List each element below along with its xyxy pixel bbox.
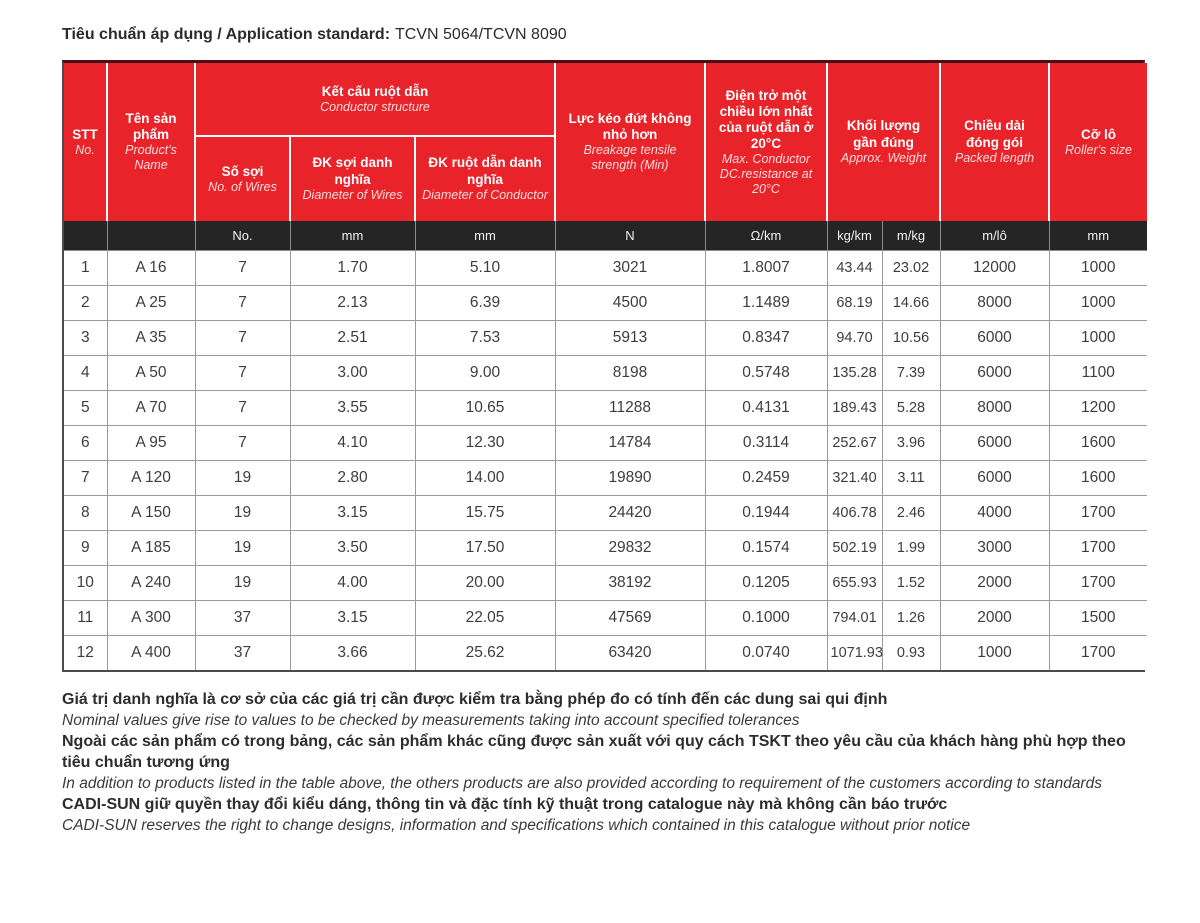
table-cell: 502.19 [827, 530, 882, 565]
table-cell: 135.28 [827, 355, 882, 390]
table-cell: 0.8347 [705, 320, 827, 355]
table-cell: 6000 [940, 425, 1049, 460]
table-cell: 3.50 [290, 530, 415, 565]
col-header-tensile-strength-en: Breakage tensile strength (Min) [583, 143, 677, 173]
table-cell: 1600 [1049, 460, 1147, 495]
table-cell: 3.15 [290, 495, 415, 530]
col-header-stt-vi: STT [72, 126, 98, 142]
table-cell: 655.93 [827, 565, 882, 600]
table-cell: 1.70 [290, 250, 415, 285]
table-cell: 1.8007 [705, 250, 827, 285]
table-cell: 1000 [1049, 250, 1147, 285]
table-cell: 1100 [1049, 355, 1147, 390]
col-header-no-of-wires [195, 136, 290, 221]
table-cell: 6.39 [415, 285, 555, 320]
table-cell: 19 [195, 495, 290, 530]
table-cell: 47569 [555, 600, 705, 635]
table-cell: 3.55 [290, 390, 415, 425]
table-row [64, 285, 1147, 320]
table-cell: 22.05 [415, 600, 555, 635]
table-cell: 0.5748 [705, 355, 827, 390]
col-header-product-name [107, 63, 195, 221]
col-header-no-of-wires-vi: Số sợi [221, 163, 264, 179]
table-cell: 25.62 [415, 635, 555, 670]
table-cell: 37 [195, 600, 290, 635]
table-cell: 4.10 [290, 425, 415, 460]
table-cell: 1600 [1049, 425, 1147, 460]
table-cell: 68.19 [827, 285, 882, 320]
table-cell: 7.53 [415, 320, 555, 355]
application-standard-label: Tiêu chuẩn áp dụng / Application standard: [62, 26, 391, 43]
table-cell: 794.01 [827, 600, 882, 635]
table-cell: A 35 [107, 320, 195, 355]
table-cell: 1 [64, 250, 107, 285]
col-header-packed-length-en: Packed length [954, 150, 1035, 165]
table-cell: 3021 [555, 250, 705, 285]
table-cell: 0.3114 [705, 425, 827, 460]
table-cell: 24420 [555, 495, 705, 530]
table-cell: 189.43 [827, 390, 882, 425]
table-cell: 6000 [940, 320, 1049, 355]
table-row [64, 530, 1147, 565]
table-cell: 12 [64, 635, 107, 670]
table-cell: 3.15 [290, 600, 415, 635]
table-cell: 9 [64, 530, 107, 565]
col-header-conductor-structure-en: Conductor structure [320, 99, 430, 114]
spec-table-head [64, 63, 1147, 250]
table-row [64, 635, 1147, 670]
table-cell: 38192 [555, 565, 705, 600]
table-cell: 6000 [940, 460, 1049, 495]
table-cell: 1.1489 [705, 285, 827, 320]
table-cell: 1700 [1049, 495, 1147, 530]
col-header-roller-size-en: Roller's size [1065, 142, 1133, 157]
table-cell: 17.50 [415, 530, 555, 565]
col-header-packed-length-vi: Chiều dài đóng gói [964, 118, 1025, 150]
table-cell: 19 [195, 565, 290, 600]
table-cell: 7 [195, 390, 290, 425]
table-cell: 1000 [940, 635, 1049, 670]
col-header-approx-weight-vi: Khối lượng gần đúng [846, 118, 921, 150]
table-cell: 7 [195, 320, 290, 355]
table-row [64, 600, 1147, 635]
table-cell: 406.78 [827, 495, 882, 530]
table-cell: 63420 [555, 635, 705, 670]
col-header-conductor-structure-vi: Kết cấu ruột dẫn [321, 83, 429, 99]
table-cell: 1700 [1049, 530, 1147, 565]
table-cell: 1.26 [882, 600, 940, 635]
application-standard-value: TCVN 5064/TCVN 8090 [395, 26, 567, 43]
unit-cell: No. [195, 221, 290, 250]
table-cell: 252.67 [827, 425, 882, 460]
table-cell: 7 [195, 355, 290, 390]
table-cell: 0.1000 [705, 600, 827, 635]
note-other-products-en: In addition to products listed in the table above, the others products are also provided according to requirement of the customers according to standards [62, 775, 1102, 793]
table-cell: 2.51 [290, 320, 415, 355]
table-cell: 8000 [940, 390, 1049, 425]
table-cell: 1700 [1049, 565, 1147, 600]
table-cell: 8198 [555, 355, 705, 390]
table-cell: A 70 [107, 390, 195, 425]
table-cell: 14784 [555, 425, 705, 460]
col-header-conductor-diameter [415, 136, 555, 221]
table-cell: 4.00 [290, 565, 415, 600]
note-nominal-en: Nominal values give rise to values to be checked by measurements taking into account specified tolerances [62, 711, 800, 729]
col-header-conductor-structure [195, 63, 555, 136]
table-cell: 43.44 [827, 250, 882, 285]
table-cell: 14.00 [415, 460, 555, 495]
table-row [64, 565, 1147, 600]
table-cell: 3.96 [882, 425, 940, 460]
table-body [64, 250, 1147, 670]
unit-cell: m/lô [940, 221, 1049, 250]
col-header-approx-weight [827, 63, 940, 221]
unit-cell: mm [415, 221, 555, 250]
col-header-stt [64, 63, 107, 221]
table-cell: 11288 [555, 390, 705, 425]
col-header-wire-diameter [290, 136, 415, 221]
table-cell: 1200 [1049, 390, 1147, 425]
col-header-approx-weight-en: Approx. Weight [840, 150, 927, 165]
table-cell: 2.46 [882, 495, 940, 530]
table-cell: 0.1574 [705, 530, 827, 565]
table-cell: 12000 [940, 250, 1049, 285]
col-header-wire-diameter-vi: ĐK sợi danh nghĩa [312, 155, 393, 187]
table-cell: A 400 [107, 635, 195, 670]
table-cell: 94.70 [827, 320, 882, 355]
table-cell: 9.00 [415, 355, 555, 390]
table-cell: 19 [195, 460, 290, 495]
table-cell: 8 [64, 495, 107, 530]
table-cell: 8000 [940, 285, 1049, 320]
table-cell: 0.93 [882, 635, 940, 670]
col-header-roller-size [1049, 63, 1147, 221]
table-cell: 3.11 [882, 460, 940, 495]
table-cell: 12.30 [415, 425, 555, 460]
table-cell: 1.99 [882, 530, 940, 565]
table-cell: 5913 [555, 320, 705, 355]
col-header-wire-diameter-en: Diameter of Wires [302, 187, 403, 202]
table-cell: 7 [195, 425, 290, 460]
table-cell: 7.39 [882, 355, 940, 390]
table-cell: A 95 [107, 425, 195, 460]
table-cell: 11 [64, 600, 107, 635]
table-cell: 4500 [555, 285, 705, 320]
table-cell: 2.13 [290, 285, 415, 320]
table-cell: 3.66 [290, 635, 415, 670]
unit-cell [107, 221, 195, 250]
spec-table [64, 63, 1147, 670]
unit-cell: N [555, 221, 705, 250]
table-cell: 0.2459 [705, 460, 827, 495]
table-cell: 7 [64, 460, 107, 495]
table-cell: 1000 [1049, 285, 1147, 320]
table-cell: 10 [64, 565, 107, 600]
table-row [64, 320, 1147, 355]
table-cell: 20.00 [415, 565, 555, 600]
table-cell: A 50 [107, 355, 195, 390]
note-other-products-vi: Ngoài các sản phẩm có trong bảng, các sản phẩm khác cũng được sản xuất với quy cách TSKT theo yêu cầu của khách hàng phù hợp theo tiêu chuẩn tương ứng [62, 733, 1126, 772]
col-header-dc-resistance [705, 63, 827, 221]
table-cell: 1000 [1049, 320, 1147, 355]
table-cell: 15.75 [415, 495, 555, 530]
table-cell: 1.52 [882, 565, 940, 600]
table-cell: 321.40 [827, 460, 882, 495]
note-nominal-vi: Giá trị danh nghĩa là cơ sở của các giá trị cần được kiểm tra bằng phép đo có tính đến các dung sai qui định [62, 691, 888, 708]
table-cell: 7 [195, 250, 290, 285]
table-cell: A 120 [107, 460, 195, 495]
col-header-dc-resistance-en: Max. Conductor DC.resistance at 20°C [719, 152, 813, 196]
table-cell: 2.80 [290, 460, 415, 495]
table-cell: 6000 [940, 355, 1049, 390]
note-rights-vi: CADI-SUN giữ quyền thay đổi kiểu dáng, thông tin và đặc tính kỹ thuật trong catalogue này mà không cần báo trước [62, 796, 948, 814]
table-cell: 4000 [940, 495, 1049, 530]
table-cell: 2000 [940, 600, 1049, 635]
unit-cell [64, 221, 107, 250]
header-row-group [64, 63, 1147, 136]
unit-cell: kg/km [827, 221, 882, 250]
table-cell: A 185 [107, 530, 195, 565]
col-header-tensile-strength [555, 63, 705, 221]
table-cell: 37 [195, 635, 290, 670]
col-header-product-name-en: Product's Name [125, 143, 177, 173]
note-rights-en: CADI-SUN reserves the right to change designs, information and specifications which contained in this catalogue without prior notice [62, 817, 971, 835]
col-header-no-of-wires-en: No. of Wires [208, 179, 277, 194]
unit-cell: mm [290, 221, 415, 250]
table-cell: 4 [64, 355, 107, 390]
table-cell: 3.00 [290, 355, 415, 390]
table-cell: 14.66 [882, 285, 940, 320]
table-cell: 1071.93 [827, 635, 882, 670]
unit-cell: mm [1049, 221, 1147, 250]
footnotes [62, 690, 1148, 837]
table-cell: 23.02 [882, 250, 940, 285]
table-cell: 0.1205 [705, 565, 827, 600]
table-cell: A 25 [107, 285, 195, 320]
col-header-packed-length [940, 63, 1049, 221]
table-cell: 19 [195, 530, 290, 565]
table-cell: A 300 [107, 600, 195, 635]
units-row [64, 221, 1147, 250]
table-row [64, 355, 1147, 390]
unit-cell: Ω/km [705, 221, 827, 250]
table-cell: 5 [64, 390, 107, 425]
col-header-dc-resistance-vi: Điện trở một chiều lớn nhất của ruột dẫn ở 20°C [718, 87, 814, 152]
table-cell: 2 [64, 285, 107, 320]
table-row [64, 495, 1147, 530]
col-header-product-name-vi: Tên sản phẩm [125, 111, 177, 143]
col-header-roller-size-vi: Cỡ lô [1080, 126, 1117, 142]
table-cell: 10.56 [882, 320, 940, 355]
table-cell: 0.1944 [705, 495, 827, 530]
table-cell: 3000 [940, 530, 1049, 565]
table-cell: 19890 [555, 460, 705, 495]
col-header-stt-en: No. [75, 142, 95, 157]
table-cell: 7 [195, 285, 290, 320]
table-cell: 6 [64, 425, 107, 460]
table-cell: 10.65 [415, 390, 555, 425]
table-cell: 0.4131 [705, 390, 827, 425]
table-cell: 1700 [1049, 635, 1147, 670]
table-row [64, 250, 1147, 285]
table-row [64, 460, 1147, 495]
table-cell: 29832 [555, 530, 705, 565]
table-row [64, 425, 1147, 460]
table-cell: 2000 [940, 565, 1049, 600]
table-cell: 0.0740 [705, 635, 827, 670]
table-cell: 1500 [1049, 600, 1147, 635]
table-cell: 5.10 [415, 250, 555, 285]
col-header-conductor-diameter-vi: ĐK ruột dẫn danh nghĩa [428, 155, 542, 187]
page-title [62, 26, 1145, 44]
col-header-conductor-diameter-en: Diameter of Conductor [422, 187, 548, 202]
unit-cell: m/kg [882, 221, 940, 250]
col-header-tensile-strength-vi: Lực kéo đứt không nhỏ hơn [568, 111, 692, 143]
table-cell: 5.28 [882, 390, 940, 425]
table-cell: A 150 [107, 495, 195, 530]
table-cell: A 16 [107, 250, 195, 285]
table-row [64, 390, 1147, 425]
table-cell: 3 [64, 320, 107, 355]
table-cell: A 240 [107, 565, 195, 600]
spec-table-wrapper [62, 60, 1145, 672]
